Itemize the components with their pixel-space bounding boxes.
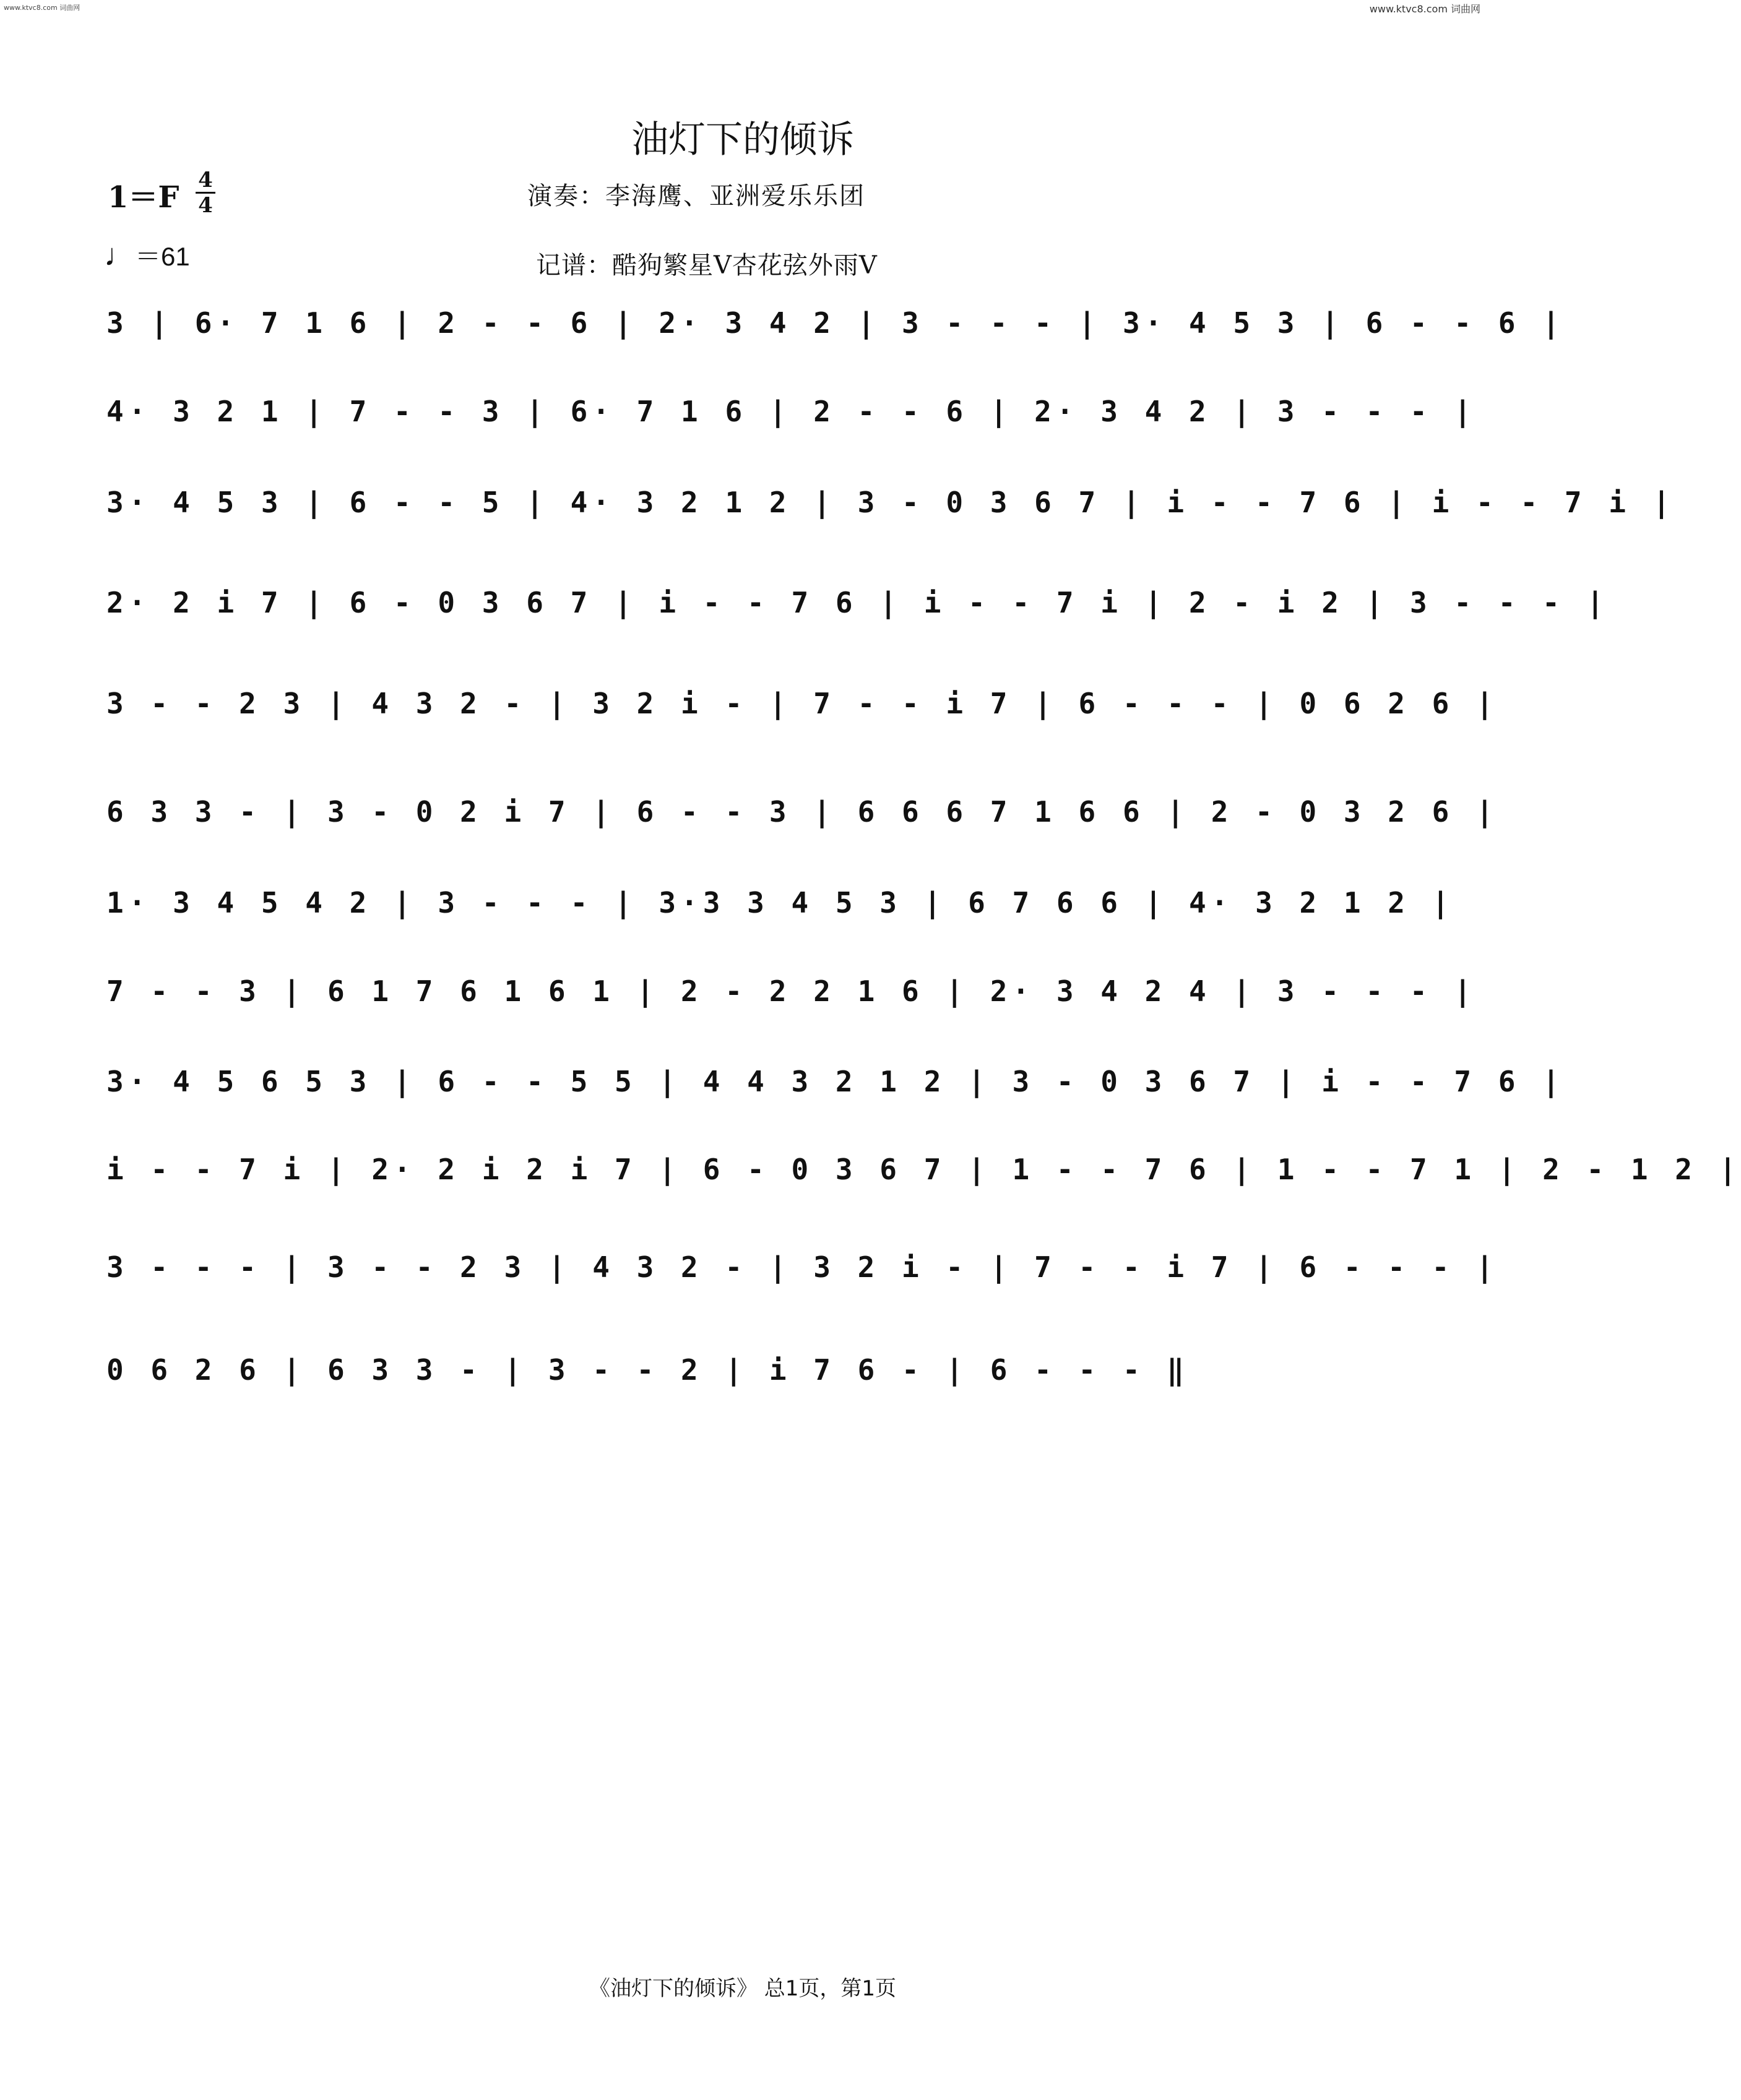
score-line-8: 7 - - 3 | 6 1 7 6 1 6 1 | 2 - 2 2 1 6 | 2· 3 4 2 4 | 3 - - - | xyxy=(106,975,1477,1008)
watermark-right: www.ktvc8.com 词曲网 xyxy=(1369,3,1480,15)
score-line-4: 2· 2 i 7 | 6 - 0 3 6 7 | i - - 7 6 | i - - 7 i | 2 - i 2 | 3 - - - | xyxy=(106,586,1609,619)
score-line-9: 3· 4 5 6 5 3 | 6 - - 5 5 | 4 4 3 2 1 2 | 3 - 0 3 6 7 | i - - 7 6 | xyxy=(106,1065,1565,1098)
time-signature xyxy=(193,170,218,216)
key-signature: 1＝F xyxy=(108,180,179,215)
score-line-11: 3 - - - | 3 - - 2 3 | 4 3 2 - | 3 2 i - | 7 - - i 7 | 6 - - - | xyxy=(106,1250,1498,1284)
score-line-1: 3 | 6· 7 1 6 | 2 - - 6 | 2· 3 4 2 | 3 - - - | 3· 4 5 3 | 6 - - 6 | xyxy=(106,306,1565,340)
watermark-left: www.ktvc8.com 词曲网 xyxy=(4,4,80,12)
score-line-5: 3 - - 2 3 | 4 3 2 - | 3 2 i - | 7 - - i 7 | 6 - - - | 0 6 2 6 | xyxy=(106,687,1498,720)
page-title: 油灯下的倾诉 xyxy=(631,118,854,161)
tempo-marking xyxy=(104,236,190,273)
time-signature-bottom: 4 xyxy=(198,193,213,218)
quarter-note-icon: ♩ xyxy=(104,238,135,272)
score-line-6: 6 3 3 - | 3 - 0 2 i 7 | 6 - - 3 | 6 6 6 7 1 6 6 | 2 - 0 3 2 6 | xyxy=(106,795,1498,828)
tempo-value: ＝61 xyxy=(135,242,190,271)
performer-credit: 演奏：李海鹰、亚洲爱乐乐团 xyxy=(527,182,865,210)
score-line-2: 4· 3 2 1 | 7 - - 3 | 6· 7 1 6 | 2 - - 6 | 2· 3 4 2 | 3 - - - | xyxy=(106,395,1477,428)
score-line-3: 3· 4 5 3 | 6 - - 5 | 4· 3 2 1 2 | 3 - 0 3 6 7 | i - - 7 6 | i - - 7 i | xyxy=(106,486,1675,519)
page-footer: 《油灯下的倾诉》 总1页，第1页 xyxy=(589,1976,897,2001)
score-line-12: 0 6 2 6 | 6 3 3 - | 3 - - 2 | i 7 6 - | 6 - - - ‖ xyxy=(106,1353,1190,1387)
score-line-7: 1· 3 4 5 4 2 | 3 - - - | 3·3 3 4 5 3 | 6 7 6 6 | 4· 3 2 1 2 | xyxy=(106,886,1454,919)
time-signature-top: 4 xyxy=(198,168,213,192)
transcriber-credit: 记谱：酷狗繁星V杏花弦外雨V xyxy=(536,251,878,280)
score-line-10: i - - 7 i | 2· 2 i 2 i 7 | 6 - 0 3 6 7 | 1 - - 7 6 | 1 - - 7 1 | 2 - 1 2 | xyxy=(106,1153,1741,1186)
